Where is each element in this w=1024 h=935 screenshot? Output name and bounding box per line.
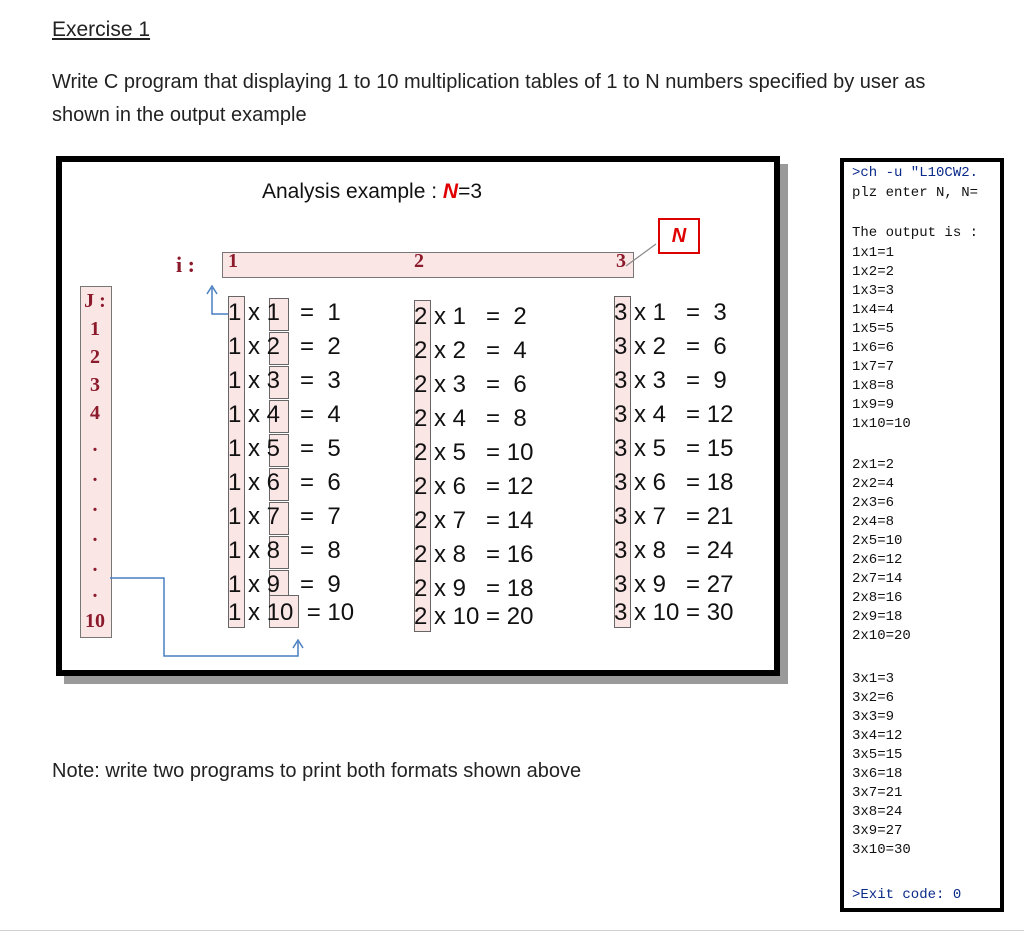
table-row: 3 x 7 = 21	[614, 503, 734, 530]
table-row: 2 x 2 = 4	[414, 337, 527, 364]
j-value: .	[92, 464, 98, 486]
j-value: .	[92, 580, 98, 602]
console-line: 1x2=2	[852, 264, 895, 280]
j-index-label: J :	[84, 290, 106, 312]
console-line: 1x3=3	[852, 283, 895, 299]
analysis-var: N	[442, 180, 459, 203]
table-row: 3 x 2 = 6	[614, 333, 727, 360]
task-description: Write C program that displaying 1 to 10 multiplication tables of 1 to N numbers specified by user as shown in the output example	[52, 71, 926, 126]
j-value: .	[92, 434, 98, 456]
table-row: 1 x 8 = 8	[228, 537, 341, 564]
console-line: 2x2=4	[852, 476, 895, 492]
table-row: 3 x 9 = 27	[614, 571, 734, 598]
console-line: 3x1=3	[852, 671, 895, 687]
j-value: 2	[90, 346, 100, 368]
table-row: 3 x 3 = 9	[614, 367, 727, 394]
console-line: 1x4=4	[852, 302, 895, 318]
console-line: 2x7=14	[852, 571, 903, 587]
table-row: 3 x 1 = 3	[614, 299, 727, 326]
table-row: 3 x 6 = 18	[614, 469, 734, 496]
i-value-1: 1	[228, 250, 238, 272]
table-row: 1 x 10 = 10	[228, 599, 355, 626]
i-to-row-arrow	[212, 288, 228, 314]
console-line: 1x6=6	[852, 340, 895, 356]
note-text: Note: write two programs to print both formats shown above	[52, 760, 582, 782]
table-row: 1 x 2 = 2	[228, 333, 341, 360]
table-row: 2 x 10 = 20	[414, 603, 534, 630]
j-value: 3	[90, 374, 100, 396]
console-line: 1x1=1	[852, 245, 895, 261]
console-line: 3x2=6	[852, 690, 895, 706]
console-line: 3x9=27	[852, 823, 903, 839]
console-line: 3x5=15	[852, 747, 903, 763]
j-value: .	[92, 494, 98, 516]
console-line: 3x6=18	[852, 766, 903, 782]
table-row: 1 x 4 = 4	[228, 401, 341, 428]
console-line: 2x1=2	[852, 457, 895, 473]
table-row: 3 x 5 = 15	[614, 435, 734, 462]
table-row: 1 x 6 = 6	[228, 469, 341, 496]
page-bottom-divider	[0, 930, 1024, 931]
i-value-2: 2	[414, 250, 424, 272]
table-row: 2 x 9 = 18	[414, 575, 534, 602]
console-line: 3x7=21	[852, 785, 903, 801]
table-row: 2 x 3 = 6	[414, 371, 527, 398]
console-command: >ch -u "L10CW2.	[852, 165, 979, 181]
table-row: 2 x 7 = 14	[414, 507, 534, 534]
table-row: 3 x 4 = 12	[614, 401, 734, 428]
console-line: 2x5=10	[852, 533, 903, 549]
table-row: 2 x 8 = 16	[414, 541, 534, 568]
console-line: 2x10=20	[852, 628, 911, 644]
j-value: 4	[90, 402, 100, 424]
j-value: 1	[90, 318, 100, 340]
console-output-panel	[840, 158, 1004, 912]
console-line: 2x3=6	[852, 495, 895, 511]
console-line: 2x8=16	[852, 590, 903, 606]
console-exit-code: >Exit code: 0	[852, 887, 962, 903]
console-line: 3x8=24	[852, 804, 903, 820]
console-line: 3x3=9	[852, 709, 895, 725]
console-line: 1x7=7	[852, 359, 895, 375]
table-row: 3 x 10 = 30	[614, 599, 734, 626]
console-output-header: The output is :	[852, 225, 979, 241]
table-row: 3 x 8 = 24	[614, 537, 734, 564]
table-row: 1 x 9 = 9	[228, 571, 341, 598]
console-line: 2x4=8	[852, 514, 895, 530]
i-index-label: i :	[176, 252, 195, 277]
console-line: 1x9=9	[852, 397, 895, 413]
j-value: .	[92, 554, 98, 576]
console-line: 2x6=12	[852, 552, 903, 568]
table-row: 1 x 7 = 7	[228, 503, 341, 530]
console-line: 1x5=5	[852, 321, 895, 337]
table-row: 1 x 3 = 3	[228, 367, 341, 394]
console-line: 1x10=10	[852, 416, 911, 432]
exercise-heading: Exercise 1	[52, 18, 151, 41]
n-pointer-line	[626, 244, 656, 266]
n-label-box: N	[658, 218, 700, 254]
table-row: 1 x 5 = 5	[228, 435, 341, 462]
console-line: 3x4=12	[852, 728, 903, 744]
table-row: 2 x 6 = 12	[414, 473, 534, 500]
table-row: 1 x 1 = 1	[228, 299, 341, 326]
j-value: .	[92, 524, 98, 546]
analysis-value: =3	[458, 180, 483, 203]
j-value: 10	[85, 610, 105, 632]
console-prompt: plz enter N, N=	[852, 185, 979, 201]
console-line: 1x8=8	[852, 378, 895, 394]
table-row: 2 x 5 = 10	[414, 439, 534, 466]
table-row: 2 x 4 = 8	[414, 405, 527, 432]
table-row: 2 x 1 = 2	[414, 303, 527, 330]
i-value-3: 3	[616, 250, 626, 272]
console-line: 3x10=30	[852, 842, 911, 858]
console-line: 2x9=18	[852, 609, 903, 625]
analysis-prefix: Analysis example :	[262, 180, 443, 203]
